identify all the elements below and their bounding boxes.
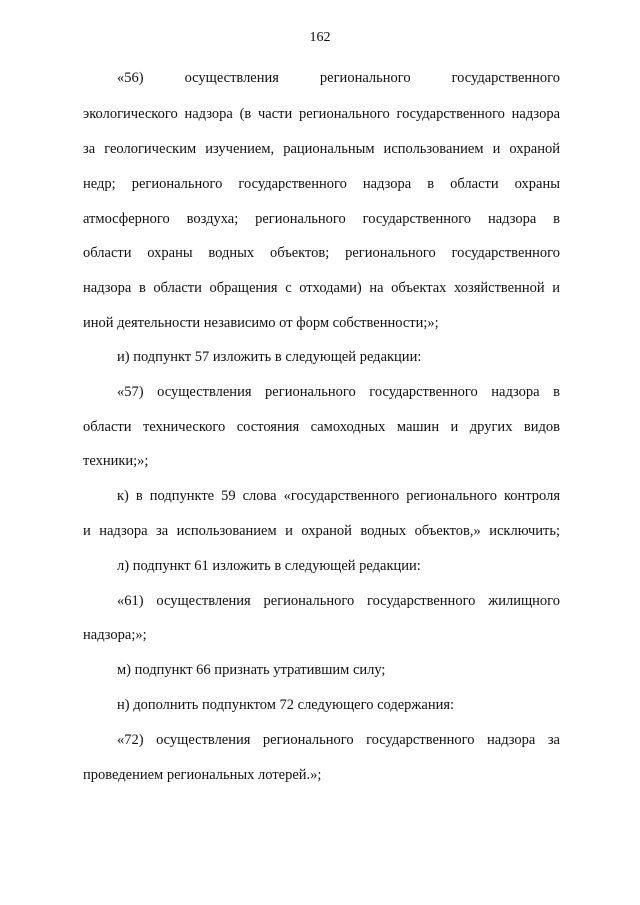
text-line: и) подпункт 57 изложить в следующей редакции:: [117, 349, 422, 365]
text-line: экологического надзора (в части регионального государственного надзора: [83, 106, 560, 122]
text-line: м) подпункт 66 признать утратившим силу;: [117, 662, 386, 678]
text-line: «61) осуществления регионального государственного жилищного: [117, 593, 560, 609]
text-line: за геологическим изучением, рациональным использованием и охраной: [83, 141, 560, 157]
text-line: надзора;»;: [83, 627, 147, 643]
text-line: недр; регионального государственного надзора в области охраны: [83, 176, 560, 192]
text-line: к) в подпункте 59 слова «государственного регионального контроля: [117, 488, 560, 504]
text-line: надзора в области обращения с отходами) на объектах хозяйственной и: [83, 280, 560, 296]
text-line: «72) осуществления регионального государственного надзора за: [117, 732, 560, 748]
text-line: «57) осуществления регионального государственного надзора в: [117, 384, 560, 400]
text-line: иной деятельности независимо от форм собственности;»;: [83, 315, 439, 331]
text-line: «56) осуществления регионального государственного: [117, 70, 560, 86]
text-line: атмосферного воздуха; регионального государственного надзора в: [83, 211, 560, 227]
text-line: н) дополнить подпунктом 72 следующего содержания:: [117, 697, 455, 713]
page-number: 162: [309, 30, 331, 45]
text-line: техники;»;: [83, 453, 149, 469]
text-line: области охраны водных объектов; регионального государственного: [83, 245, 560, 261]
text-line: области технического состояния самоходных машин и других видов: [83, 419, 560, 435]
text-line: и надзора за использованием и охраной водных объектов,» исключить;: [83, 523, 560, 539]
text-line: проведением региональных лотерей.»;: [83, 767, 322, 783]
text-line: л) подпункт 61 изложить в следующей редакции:: [117, 558, 421, 574]
